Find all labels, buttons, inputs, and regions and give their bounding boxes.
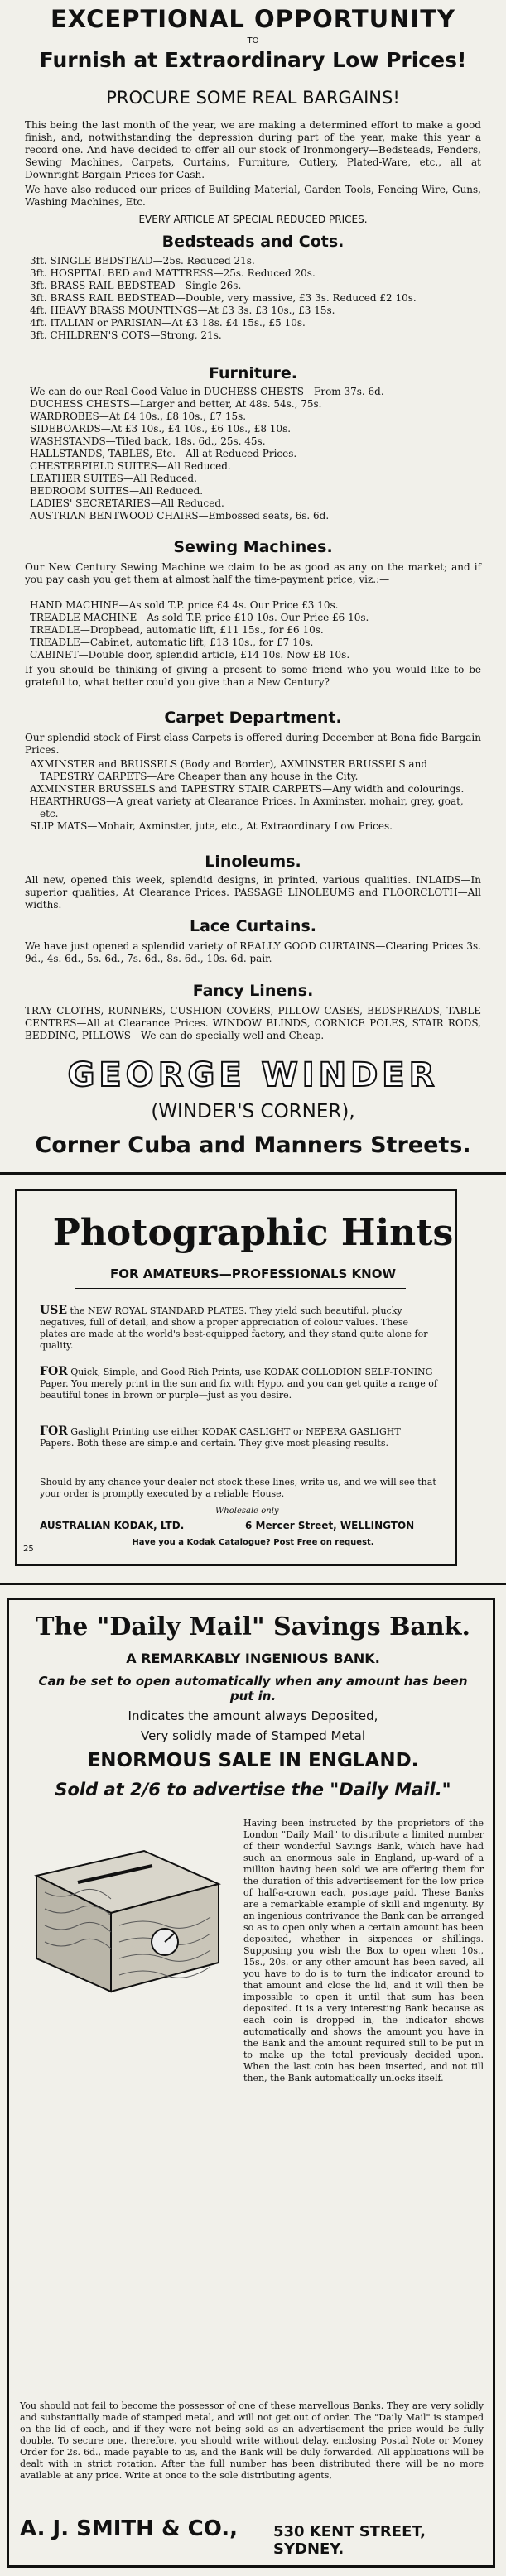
- list-item: BEDROOM SUITES—All Reduced.: [30, 485, 204, 497]
- list-item: AXMINSTER BRUSSELS and TAPESTRY STAIR CARPETS—Any width and colourings.: [30, 783, 465, 795]
- kodak-rule: [75, 1288, 406, 1289]
- section-title-bedsteads: Bedsteads and Cots.: [161, 233, 345, 251]
- kodak-address: 6 Mercer Street, WELLINGTON: [245, 1520, 415, 1531]
- list-item: HEARTHRUGS—A great variety at Clearance Prices. In Axminster, mohair, grey, goat, etc.: [30, 795, 464, 819]
- to-word: TO: [247, 36, 259, 46]
- section-title-sewing: Sewing Machines.: [173, 538, 333, 556]
- list-item: AUSTRIAN BENTWOOD CHAIRS—Embossed seats, 6s. 6d.: [30, 510, 330, 521]
- savings-bank-illustration: [20, 1818, 235, 2008]
- intro-paragraph: This being the last month of the year, we are making a determined effort to make a good finish, and, notwithstanding the depression during part of the year, make this year a record one. And have decided to offer all our stock of Ironmongery—Bedsteads, Fenders, Sewing Machines, Carpets, Curtains, Furniture, Cutlery, Plated-Ware, etc., all at Downright Bargain Prices for Cash.: [25, 119, 481, 180]
- subhead: Furnish at Extraordinary Low Prices!: [39, 48, 467, 72]
- kodak-hint-4: Should by any chance your dealer not stock these lines, write us, and we will see that your order is promptly executed by a reliable House.: [40, 1477, 436, 1499]
- merchant-name: GEORGE WINDER: [67, 1056, 439, 1094]
- headline: EXCEPTIONAL OPPORTUNITY: [50, 5, 455, 33]
- kodak-catalogue: Have you a Kodak Catalogue? Post Free on request.: [132, 1538, 374, 1547]
- bank-subtitle: A REMARKABLY INGENIOUS BANK.: [126, 1651, 380, 1666]
- bank-description: Having been instructed by the proprietors of the London "Daily Mail" to distribute a limited number of their wonderful Savings Bank, which have had such an enormous sale in England, up-ward of a million having been sold we are offering them for the duration of this advertisement for the low price of half-a-crown each, postage paid. These Banks are a remarkable example of skill and ingenuity. By an ingenious contrivance the Bank can be arranged so as to open only when a certain amount has been deposited, whether in sixpences or shillings. Supposing you wish the Box to open when 10s., 15s., 20s. or any other amount has been saved, all you have to do is to turn the indicator around to that amount and close the lid, and it will then be impossible to open it until that sum has been deposited. It is a very interesting Bank because as each coin is dropped in, the indicator shows automatically and shows the amount you have in the Bank and the amount required still to be put in to make up the total previously decided upon. When the last coin has been inserted, and not till then, the Bank automatically unlocks itself.: [243, 1818, 484, 2083]
- linens-text: TRAY CLOTHS, RUNNERS, CUSHION COVERS, PILLOW CASES, BEDSPREADS, TABLE CENTRES—All at Clearance Prices. WINDOW BLINDS, CORNICE POLES, STAIR RODS, BEDDING, PILLOWS—We can do specially well and Cheap.: [25, 1005, 481, 1041]
- list-item: HAND MACHINE—As sold T.P. price £4 4s. Our Price £3 10s.: [30, 599, 339, 611]
- list-item: AXMINSTER and BRUSSELS (Body and Border), AXMINSTER BRUSSELS and TAPESTRY CARPETS—Are Cheaper than any house in the City.: [30, 758, 427, 782]
- list-item: WASHSTANDS—Tiled back, 18s. 6d., 25s. 45s.: [30, 435, 266, 447]
- list-item: CABINET—Double door, splendid article, £14 10s. Now £8 10s.: [30, 649, 350, 661]
- section-title-lace: Lace Curtains.: [189, 917, 316, 935]
- kodak-title: Photographic Hints: [52, 1212, 454, 1254]
- bank-firm: A. J. SMITH & CO.,: [20, 2516, 239, 2541]
- kodak-hint-1: USE the NEW ROYAL STANDARD PLATES. They yield such beautiful, plucky negatives, full of detail, and show a proper appreciation of colour values. These plates are made at the world's best-equipped factory, and they stand quite alone for quality.: [40, 1304, 428, 1351]
- bank-line-3: Very solidly made of Stamped Metal: [140, 1728, 365, 1743]
- bank-order-text: You should not fail to become the possessor of one of these marvellous Banks. They are very solidly and substantially made of stamped metal, and will not get out of order. The "Daily Mail" is stamped on the lid of each, and if they were not being sold as an advertisement the price would be fully double. To secure one, therefore, you should write without delay, enclosing Postal Note or Money Order for 2s. 6d., made payable to us, and the Bank will be duly forwarded. All applications will be dealt with in strict rotation. After the full number has been distributed there will be no more available at any price. Write at once to the sole distributing agents,: [20, 2401, 484, 2481]
- list-item: TREADLE—Dropbead, automatic lift, £11 15s., for £6 10s.: [30, 624, 324, 636]
- bank-line-2: Indicates the amount always Deposited,: [128, 1709, 378, 1723]
- ad-number: 25: [23, 1545, 34, 1554]
- list-item: 3ft. CHILDREN'S COTS—Strong, 21s.: [30, 329, 222, 341]
- sewing-outro: If you should be thinking of giving a present to some friend who you would like to be grateful to, what better could you give than a New Century?: [25, 664, 481, 688]
- list-item: TREADLE—Cabinet, automatic lift, £13 10s., for £7 10s.: [30, 637, 314, 648]
- list-item: 4ft. HEAVY BRASS MOUNTINGS—At £3 3s. £3 10s., £3 15s.: [30, 305, 335, 316]
- bedsteads-list: [0, 255, 506, 342]
- list-item: 3ft. SINGLE BEDSTEAD—25s. Reduced 21s.: [30, 255, 255, 267]
- kodak-firm: AUSTRALIAN KODAK, LTD.: [40, 1520, 185, 1531]
- list-item: LADIES' SECRETARIES—All Reduced.: [30, 497, 224, 509]
- list-item: 3ft. BRASS RAIL BEDSTEAD—Single 26s.: [30, 280, 242, 291]
- list-item: TREADLE MACHINE—As sold T.P. price £10 10s. Our Price £6 10s.: [30, 612, 369, 623]
- winders-corner: (WINDER'S CORNER),: [151, 1101, 355, 1122]
- divider: [0, 1583, 506, 1585]
- list-item: 3ft. BRASS RAIL BEDSTEAD—Double, very massive, £3 3s. Reduced £2 10s.: [30, 292, 417, 304]
- carpet-intro: Our splendid stock of First-class Carpets is offered during December at Bona fide Bargain Prices.: [25, 732, 481, 756]
- intro-paragraph-2: We have also reduced our prices of Building Material, Garden Tools, Fencing Wire, Guns, Washing Machines, Etc.: [25, 184, 481, 208]
- section-title-linoleums: Linoleums.: [205, 853, 301, 871]
- bank-line-5: Sold at 2/6 to advertise the "Daily Mail.": [55, 1780, 451, 1800]
- bank-line-4: ENORMOUS SALE IN ENGLAND.: [87, 1750, 419, 1771]
- linoleums-text: All new, opened this week, splendid designs, in printed, various qualities. INLAIDS—In superior qualities, At Clearance Prices. PASSAGE LINOLEUMS and FLOORCLOTH—All widths.: [25, 874, 481, 911]
- list-item: DUCHESS CHESTS—Larger and better, At 48s. 54s., 75s.: [30, 398, 322, 410]
- kodak-hint-2: FOR Quick, Simple, and Good Rich Prints, use KODAK COLLODION SELF-TONING Paper. You merely print in the sun and fix with Hypo, and you can get quite a range of beautiful tones in brown or purple—just as you desire.: [40, 1365, 437, 1401]
- winder-address: Corner Cuba and Manners Streets.: [35, 1132, 471, 1158]
- bank-title: The "Daily Mail" Savings Bank.: [36, 1612, 470, 1641]
- wholesale-only: Wholesale only—: [215, 1507, 287, 1516]
- every-article: EVERY ARTICLE AT SPECIAL REDUCED PRICES.: [138, 214, 368, 225]
- divider: [0, 1172, 506, 1175]
- kodak-hint-3: FOR Gaslight Printing use either KODAK CASLIGHT or NEPERA GASLIGHT Papers. Both these are simple and certain. They give most pleasing results.: [40, 1425, 401, 1449]
- bank-line-1: Can be set to open automatically when any amount has been put in.: [38, 1674, 468, 1704]
- section-title-linens: Fancy Linens.: [192, 982, 314, 1000]
- procure-line: PROCURE SOME REAL BARGAINS!: [106, 88, 400, 108]
- bank-address: 530 KENT STREET, SYDNEY.: [273, 2523, 426, 2558]
- list-item: We can do our Real Good Value in DUCHESS CHESTS—From 37s. 6d.: [30, 386, 384, 397]
- furniture-list: [0, 386, 506, 522]
- sewing-intro: Our New Century Sewing Machine we claim to be as good as any on the market; and if you pay cash you get them at almost half the time-payment price, viz.:—: [25, 561, 481, 585]
- section-title-carpet: Carpet Department.: [164, 709, 342, 727]
- list-item: SIDEBOARDS—At £3 10s., £4 10s., £6 10s., £8 10s.: [30, 423, 292, 435]
- list-item: WARDROBES—At £4 10s., £8 10s., £7 15s.: [30, 411, 247, 422]
- list-item: LEATHER SUITES—All Reduced.: [30, 473, 197, 484]
- list-item: 4ft. ITALIAN or PARISIAN—At £3 18s. £4 15s., £5 10s.: [30, 317, 306, 329]
- kodak-subtitle: FOR AMATEURS—PROFESSIONALS KNOW: [109, 1266, 397, 1281]
- list-item: SLIP MATS—Mohair, Axminster, jute, etc., At Extraordinary Low Prices.: [30, 820, 393, 832]
- list-item: CHESTERFIELD SUITES—All Reduced.: [30, 460, 231, 472]
- list-item: HALLSTANDS, TABLES, Etc.—All at Reduced Prices.: [30, 448, 297, 459]
- sewing-list: [0, 599, 506, 661]
- carpet-list: [0, 758, 506, 833]
- section-title-furniture: Furniture.: [208, 364, 298, 382]
- lace-text: We have just opened a splendid variety of REALLY GOOD CURTAINS—Clearing Prices 3s. 9d., 4s. 6d., 5s. 6d., 7s. 6d., 8s. 6d., 10s. 6d. pair.: [25, 940, 481, 964]
- list-item: 3ft. HOSPITAL BED and MATTRESS—25s. Reduced 20s.: [30, 267, 316, 279]
